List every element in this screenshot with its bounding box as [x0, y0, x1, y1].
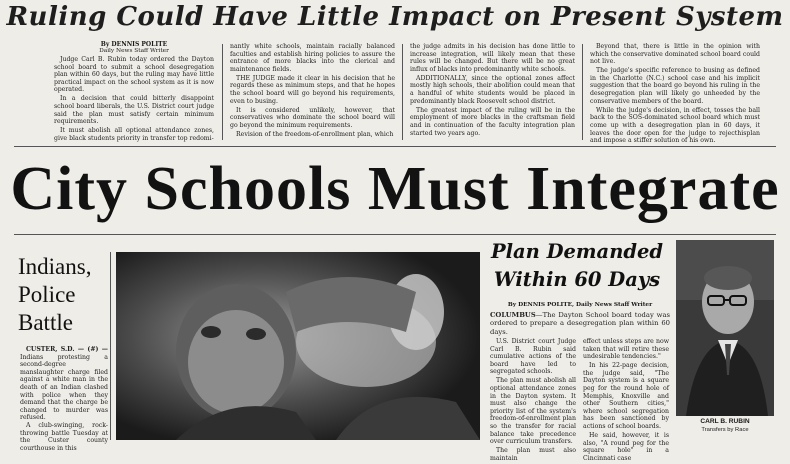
- headline-line: Plan Demanded: [490, 240, 664, 263]
- paragraph: —The Dayton School board today was ordered to prepare a desegregation plan within 60 days.: [490, 311, 670, 336]
- paragraph: The plan must also maintain: [490, 447, 576, 462]
- paragraph: While the judge's decision, in effect, tosses the ball back to the SOS-dominated school board which must come up with a desegregation plan in 60 days, it leaves the door open for the judge to rejecthisplan and impose a stiffer solution of his own.: [590, 106, 760, 145]
- indians-body: [20, 346, 108, 454]
- paragraph: A club-swinging, rock-throwing battle Tuesday at the Custer county courthouse in this: [20, 421, 108, 452]
- photo-caption-name: CARL B. RUBIN: [700, 418, 750, 425]
- headline-line: Police: [18, 282, 76, 307]
- section-rule: [14, 234, 776, 235]
- paragraph: In a decision that could bitterly disappoint school board liberals, the U.S. District court judge said the plan must satisfy certain minimum requirements.: [54, 95, 214, 126]
- headline-line: Battle: [18, 310, 73, 335]
- top-story-byline-title: Daily News Staff Writer: [99, 48, 169, 54]
- main-photo: [116, 252, 480, 440]
- paragraph: The plan must abolish all optional attendance zones in the Dayton system. It must also change the priority list of the system's freedom-of-enrollment plan so the transfer for racial balance take precedence over curriculum transfers.: [490, 377, 576, 446]
- paragraph: Revision of the freedom-of-enrollment plan, which: [236, 131, 394, 139]
- paragraph: U.S. District court Judge Carl B. Rubin said cumulative actions of the board have led to segregated schools.: [490, 338, 576, 376]
- paragraph: Beyond that, there is little in the opinion with which the conservative dominated school board could not live.: [590, 43, 760, 66]
- column-rule: [110, 252, 111, 440]
- paragraph: nantly white schools, maintain racially balanced faculties and establish hiring policies to assure the entrance of more blacks into the clerical and maintenance fields.: [230, 43, 395, 73]
- paragraph: ADDITIONALLY, since the optional zones affect mostly high schools, their abolition could mean that a handful of white students would be placed in predominantly black Roosevelt school district.: [410, 74, 575, 105]
- plan-col-a: [490, 338, 576, 464]
- paragraph: The greatest impact of the ruling will be in the employment of more blacks in the craftsman field and in continuation of the faculty integration plan started two years ago.: [410, 106, 575, 137]
- paragraph: the judge admits in his decision has done little to increase integration, will likely mean that these rules will be changed. But there will be no great influx of blacks into predominantly white schools.: [410, 43, 575, 73]
- paragraph: effect unless steps are now taken that will retire these undesirable tendencies.": [583, 338, 669, 361]
- top-story-col-3: [410, 43, 575, 139]
- top-story-col-2: [230, 43, 395, 140]
- banner-headline: City Schools Must Integrate: [10, 155, 780, 223]
- plan-headline: [487, 238, 667, 294]
- headline-line: Indians,: [18, 254, 92, 279]
- column-rule: [582, 44, 583, 140]
- paragraph: It must abolish all optional attendance zones, give black students priority in transfer top redomi-: [54, 127, 214, 142]
- top-story-byline: By DENNIS POLITE: [100, 41, 168, 48]
- column-rule: [402, 44, 403, 140]
- headline-line: Within 60 Days: [493, 268, 661, 291]
- indians-dateline: CUSTER, S.D. — (#) —: [26, 346, 108, 353]
- section-rule: [14, 146, 776, 147]
- plan-lead: [490, 311, 670, 336]
- plan-col-b: [583, 338, 669, 464]
- paragraph: Indians protesting a second-degree manslaughter charge filed against a white man in the death of an Indian clashed with police when they demand that the charge be changed to murder was refused.: [20, 353, 108, 422]
- plan-byline: By DENNIS POLITE, Daily News Staff Writer: [507, 302, 653, 308]
- top-story-col-4: [590, 43, 760, 146]
- top-story-headline: Ruling Could Have Little Impact on Present System: [6, 2, 784, 32]
- photo-caption-subtitle: Transfers by Race: [701, 427, 749, 433]
- judge-photo: [676, 240, 774, 416]
- paragraph: In his 22-page decision, the judge said, "The Dayton system is a square peg for the round hole of Memphis, Knoxville and other Southern cities," where school segregation has been sanctioned by actions of school boards.: [583, 362, 669, 431]
- column-rule: [222, 44, 223, 140]
- paragraph: Judge Carl B. Rubin today ordered the Dayton school board to submit a school desegregation plan within 60 days, but the ruling may have little practical impact on the school system as it is now operated.: [54, 56, 214, 94]
- paragraph: The judge's specific reference to busing as defined in the Charlotte (N.C.) school case and his implicit suggestion that the board go beyond his ruling in the desegregation plan will likely go unheeded by the conservative members of the board.: [590, 67, 760, 105]
- indians-headline: [18, 253, 130, 337]
- paragraph: He said, however, it is also, "A round peg for the square hole" in a Cincinnati case: [583, 432, 669, 462]
- top-story-col-1: [54, 41, 214, 144]
- paragraph: It is considered unlikely, however, that conservatives who dominate the school board will go beyond the minimum requirements.: [230, 106, 395, 129]
- plan-dateline: COLUMBUS: [490, 311, 536, 319]
- paragraph: THE JUDGE made it clear in his decision that he regards these as minimum steps, and that he hopes the school board will go beyond his requirements, even to busing.: [230, 74, 395, 105]
